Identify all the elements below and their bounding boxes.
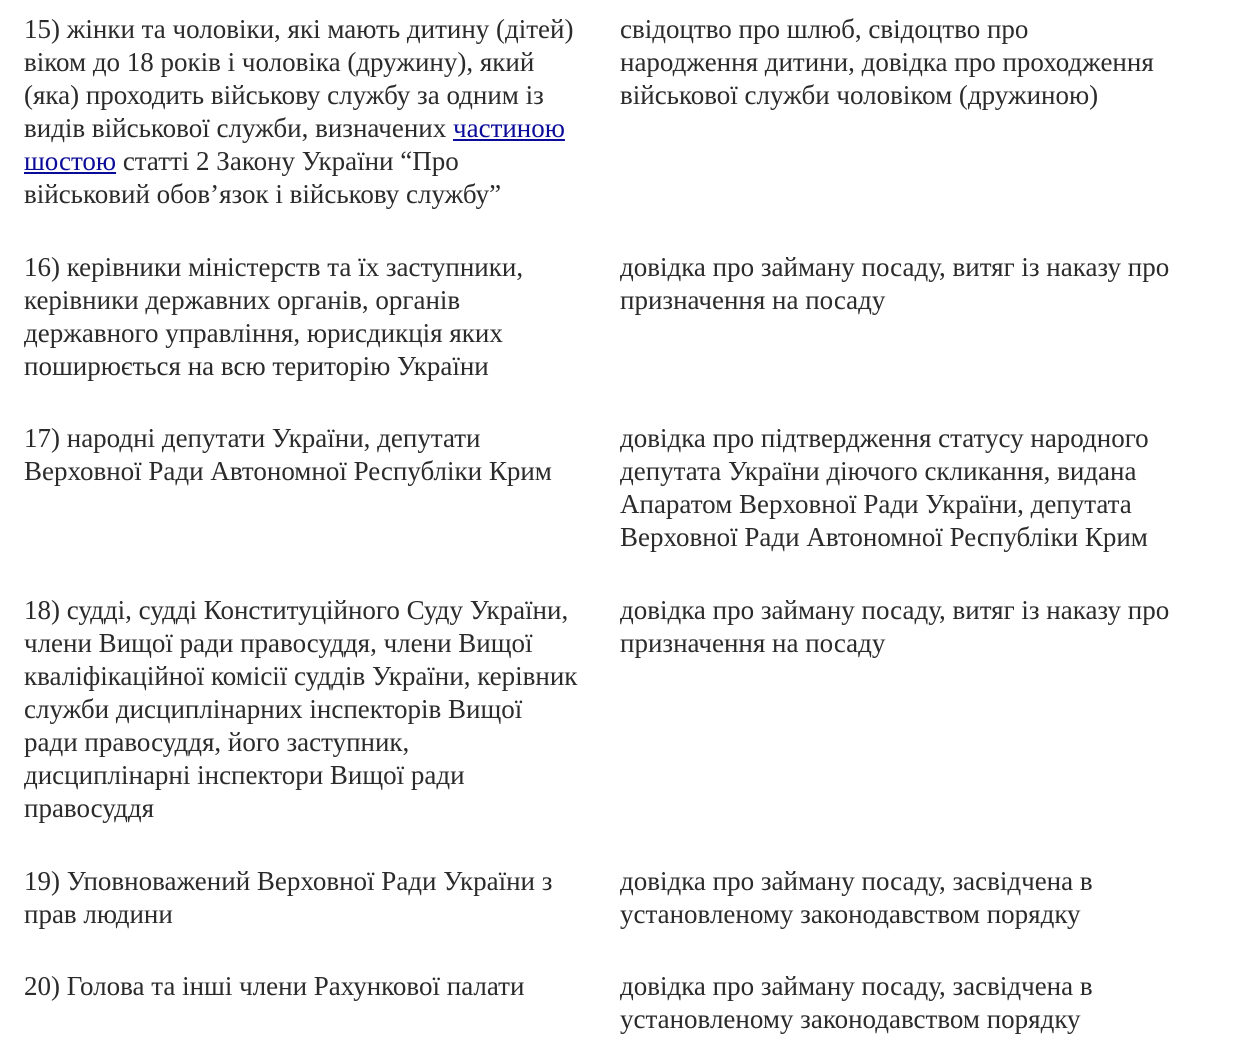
text-line: довідка про займану посаду, витяг із наказу про: [620, 595, 1170, 625]
text-line: 16) керівники міністерств та їх заступники,: [24, 252, 524, 282]
category-cell: [24, 970, 616, 1003]
text-line: керівники державних органів, органів: [24, 285, 461, 315]
text-line: прав людини: [24, 899, 173, 929]
category-cell: [24, 13, 616, 211]
documents-cell: [620, 594, 1220, 660]
text-line: 15) жінки та чоловіки, які мають дитину (дітей): [24, 14, 574, 44]
text-segment: видів військової служби, визначених: [24, 113, 454, 143]
text-line: військовий обов’язок і військову службу”: [24, 179, 502, 209]
documents-cell: [620, 13, 1220, 112]
category-cell: [24, 594, 616, 825]
text-line: 20) Голова та інші члени Рахункової палати: [24, 971, 525, 1001]
documents-cell: [620, 251, 1220, 317]
text-line: довідка про займану посаду, засвідчена в: [620, 866, 1093, 896]
text-line: 18) судді, судді Конституційного Суду України,: [24, 595, 569, 625]
text-line: (яка) проходить військову службу за одним із: [24, 80, 544, 110]
text-line: установленому законодавством порядку: [620, 1004, 1081, 1034]
text-line: [24, 145, 616, 178]
category-cell: [24, 422, 616, 488]
text-line: дисциплінарні інспектори Вищої ради: [24, 760, 465, 790]
text-line: свідоцтво про шлюб, свідоцтво про: [620, 14, 1029, 44]
documents-cell: [620, 865, 1220, 931]
text-line: народження дитини, довідка про проходження: [620, 47, 1154, 77]
documents-cell: [620, 422, 1220, 554]
category-cell: [24, 865, 616, 931]
category-cell: [24, 251, 616, 383]
text-line: поширюється на всю територію України: [24, 351, 489, 381]
text-line: кваліфікаційної комісії суддів України, керівник: [24, 661, 578, 691]
text-line: довідка про займану посаду, засвідчена в: [620, 971, 1093, 1001]
text-line: установленому законодавством порядку: [620, 899, 1081, 929]
text-line: державного управління, юрисдикція яких: [24, 318, 503, 348]
text-line: депутата України діючого скликання, видана: [620, 456, 1137, 486]
text-line: довідка про займану посаду, витяг із наказу про: [620, 252, 1170, 282]
text-line: служби дисциплінарних інспекторів Вищої: [24, 694, 523, 724]
text-line: довідка про підтвердження статусу народного: [620, 423, 1149, 453]
documents-cell: [620, 970, 1220, 1036]
text-line: ради правосуддя, його заступник,: [24, 727, 410, 757]
text-line: 19) Уповноважений Верховної Ради України з: [24, 866, 553, 896]
text-segment: статті 2 Закону України “Про: [116, 146, 459, 176]
text-line: призначення на посаду: [620, 285, 886, 315]
text-line: Верховної Ради Автономної Республіки Крим: [620, 522, 1148, 552]
law-article-link-continued[interactable]: шостою: [24, 146, 117, 176]
text-line: правосуддя: [24, 793, 154, 823]
text-line: військової служби чоловіком (дружиною): [620, 80, 1099, 110]
text-line: Апаратом Верховної Ради України, депутата: [620, 489, 1132, 519]
text-line: призначення на посаду: [620, 628, 886, 658]
law-article-link[interactable]: частиною: [453, 113, 565, 143]
text-line: віком до 18 років і чоловіка (дружину), який: [24, 47, 535, 77]
text-line: члени Вищої ради правосуддя, члени Вищої: [24, 628, 533, 658]
text-line: Верховної Ради Автономної Республіки Крим: [24, 456, 552, 486]
text-line: 17) народні депутати України, депутати: [24, 423, 481, 453]
text-line: [24, 112, 616, 145]
